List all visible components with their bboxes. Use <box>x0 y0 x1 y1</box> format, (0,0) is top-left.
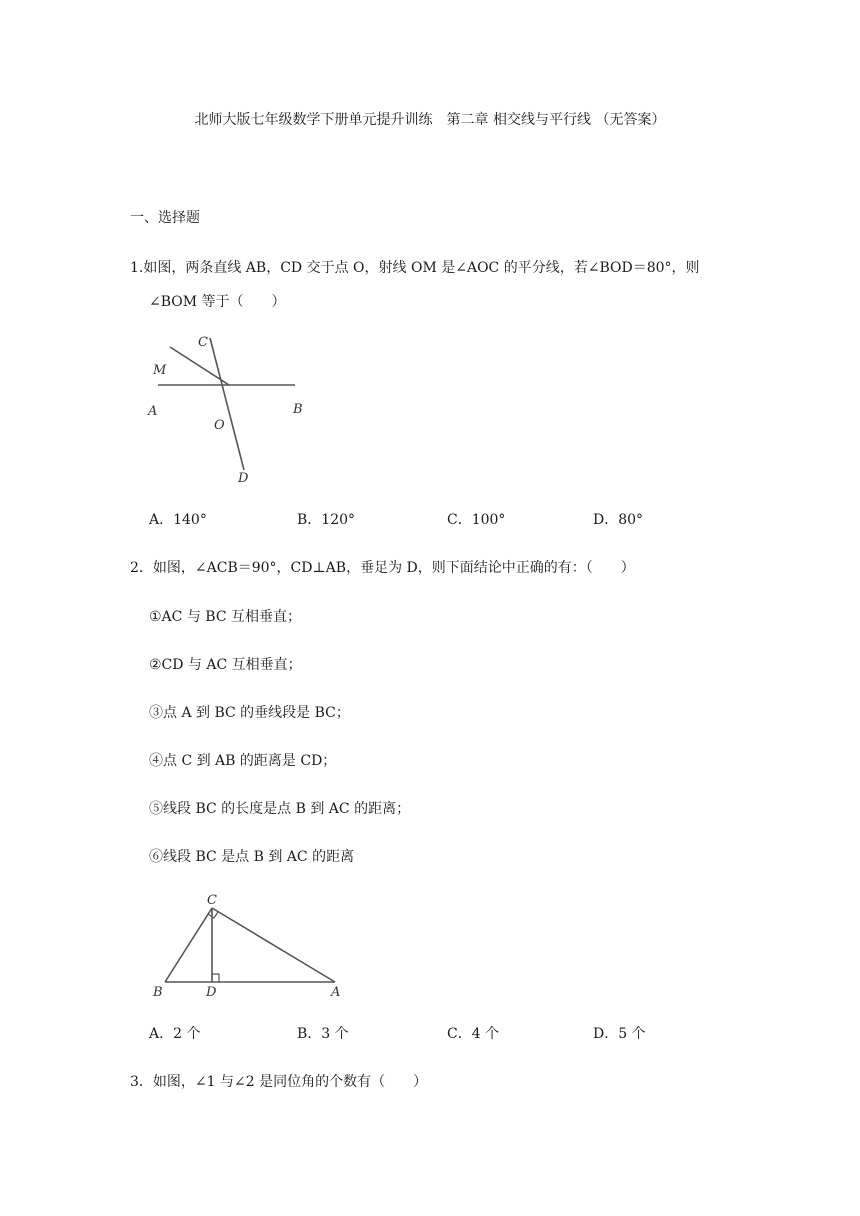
label-a: A <box>331 985 341 1000</box>
line-cd <box>210 338 244 470</box>
section-heading: 一、选择题 <box>130 210 200 226</box>
label-a: A <box>148 404 158 419</box>
right-angle-mark-d <box>212 974 219 982</box>
question-1-option-b: B．120° <box>297 512 356 528</box>
question-1-option-c: C．100° <box>447 512 506 528</box>
question-2-option-a: A．2 个 <box>149 1026 201 1042</box>
question-1-option-a: A．140° <box>149 512 207 528</box>
question-2-statement-4: ④点 C 到 AB 的距离是 CD； <box>149 753 337 769</box>
question-1-figure <box>140 328 320 488</box>
label-c: C <box>207 893 217 908</box>
question-2-statement-1: ①AC 与 BC 互相垂直； <box>149 609 301 625</box>
question-2-option-b: B．3 个 <box>297 1026 349 1042</box>
label-c: C <box>198 335 208 350</box>
document-title: 北师大版七年级数学下册单元提升训练 第二章 相交线与平行线 （无答案） <box>194 112 666 128</box>
label-d: D <box>206 985 217 1000</box>
question-2-statement-6: ⑥线段 BC 是点 B 到 AC 的距离 <box>149 849 355 865</box>
label-b: B <box>153 985 163 1000</box>
question-2-option-c: C．4 个 <box>447 1026 500 1042</box>
label-m: M <box>153 363 167 378</box>
label-b: B <box>293 402 303 417</box>
label-d: D <box>238 471 249 486</box>
question-2-option-d: D．5 个 <box>593 1026 646 1042</box>
question-2-statement-5: ⑤线段 BC 的长度是点 B 到 AC 的距离； <box>149 801 411 817</box>
segment-bc <box>165 908 212 982</box>
question-1-stem-line1: 1.如图，两条直线 AB，CD 交于点 O，射线 OM 是∠AOC 的平分线，若∠BOD＝80°，则 <box>130 260 700 276</box>
question-1-option-d: D．80° <box>593 512 644 528</box>
question-2-figure <box>145 888 355 1003</box>
question-3-stem: 3．如图，∠1 与∠2 是同位角的个数有（ ） <box>130 1074 428 1090</box>
segment-ca <box>212 908 335 982</box>
ray-om <box>170 347 229 385</box>
question-2-statement-3: ③点 A 到 BC 的垂线段是 BC； <box>149 705 350 721</box>
question-2-statement-2: ②CD 与 AC 互相垂直； <box>149 657 302 673</box>
question-2-stem: 2．如图，∠ACB＝90°，CD⊥AB，垂足为 D，则下面结论中正确的有：（ ） <box>130 560 635 576</box>
label-o: O <box>214 418 225 433</box>
question-1-stem-line2: ∠BOM 等于（ ） <box>149 294 286 310</box>
